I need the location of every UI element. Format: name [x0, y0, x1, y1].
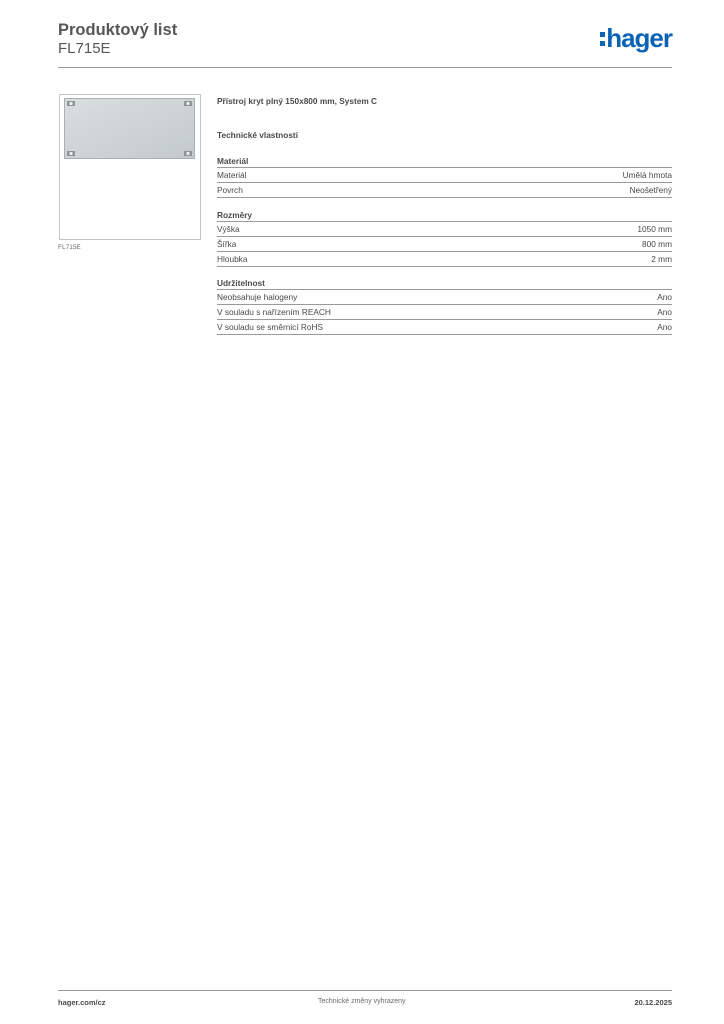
footer-notice: Technické změny vyhrazeny — [318, 998, 406, 1005]
row-value: 1050 mm — [637, 224, 672, 234]
row-label: Neobsahuje halogeny — [217, 292, 298, 302]
page-title: Produktový list — [58, 21, 178, 39]
table-row — [217, 183, 672, 198]
product-image-frame — [59, 94, 201, 240]
section-title: Materiál — [217, 155, 672, 168]
image-caption: FL715E — [58, 244, 81, 251]
row-value: 2 mm — [651, 254, 672, 264]
footer-website: hager.com/cz — [58, 998, 106, 1007]
section-dimensions — [217, 209, 672, 267]
table-row — [217, 305, 672, 320]
row-value: Ano — [657, 307, 672, 317]
technical-properties-title: Technické vlastnosti — [217, 130, 298, 140]
product-code: FL715E — [58, 40, 111, 57]
table-row — [217, 320, 672, 335]
row-label: Výška — [217, 224, 240, 234]
row-value: Ano — [657, 292, 672, 302]
row-value: Neošetřený — [629, 185, 672, 195]
row-value: 800 mm — [642, 239, 672, 249]
section-title: Rozměry — [217, 209, 672, 222]
section-sustainability — [217, 277, 672, 335]
section-material — [217, 155, 672, 198]
row-label: Materiál — [217, 170, 247, 180]
table-row — [217, 252, 672, 267]
section-title: Udržitelnost — [217, 277, 672, 290]
row-label: V souladu s nařízením REACH — [217, 307, 331, 317]
footer-date: 20.12.2025 — [634, 998, 672, 1007]
product-description: Přístroj kryt plný 150x800 mm, System C — [217, 96, 378, 106]
row-value: Ano — [657, 322, 672, 332]
table-row — [217, 222, 672, 237]
row-label: Hloubka — [217, 254, 248, 264]
logo-colon-icon — [600, 32, 605, 46]
hager-logo — [600, 25, 672, 51]
row-label: Povrch — [217, 185, 243, 195]
row-value: Umělá hmota — [622, 170, 672, 180]
row-label: Šířka — [217, 239, 237, 249]
table-row — [217, 237, 672, 252]
footer-divider — [58, 990, 672, 991]
logo-text: hager — [606, 23, 672, 53]
table-row — [217, 168, 672, 183]
table-row — [217, 290, 672, 305]
row-label: V souladu se směrnicí RoHS — [217, 322, 324, 332]
header-divider — [58, 67, 672, 68]
product-image — [64, 98, 195, 159]
